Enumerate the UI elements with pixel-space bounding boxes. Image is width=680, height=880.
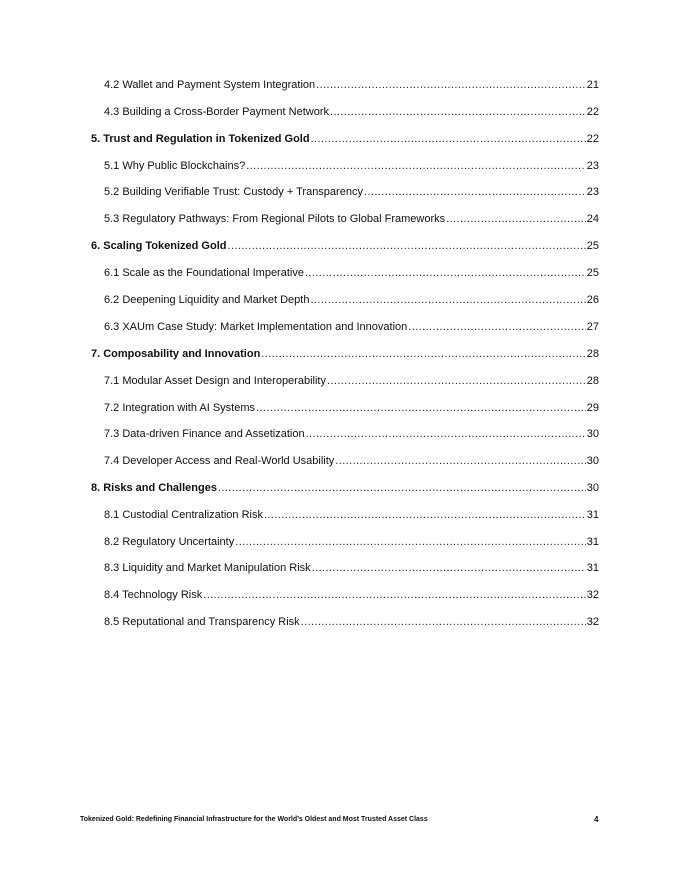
toc-entry-8-4[interactable]: [104, 588, 599, 602]
toc-dot-leader: [203, 588, 586, 602]
toc-entry-7-3[interactable]: [104, 427, 599, 441]
toc-dot-leader: [235, 535, 586, 549]
toc-dot-leader: [446, 212, 586, 226]
toc-page-number: 32: [586, 589, 599, 601]
toc-page-number: 31: [586, 536, 599, 548]
toc-entry-title: 6.2 Deepening Liquidity and Market Depth: [104, 294, 310, 306]
toc-entry-5-1[interactable]: [104, 159, 599, 173]
toc-page-number: 30: [586, 428, 599, 440]
toc-dot-leader: [261, 347, 585, 361]
toc-dot-leader: [364, 185, 586, 199]
toc-page-number: 30: [586, 482, 599, 494]
toc-dot-leader: [327, 374, 586, 388]
toc-entry-title: 6.1 Scale as the Foundational Imperative: [104, 267, 304, 279]
toc-dot-leader: [228, 239, 586, 253]
toc-entry-title: 8.4 Technology Risk: [104, 589, 203, 601]
toc-entry-title: 5.2 Building Verifiable Trust: Custody + Transparency: [104, 186, 363, 198]
toc-entry-4-3[interactable]: [104, 105, 599, 119]
footer-document-title: Tokenized Gold: Redefining Financial Infrastructure for the World’s Oldest and Most Trusted Asset Class: [80, 816, 428, 823]
toc-entry-7-4[interactable]: [104, 454, 599, 468]
toc-entry-title: 7.3 Data-driven Finance and Assetization: [104, 428, 305, 440]
toc-dot-leader: [335, 454, 585, 468]
toc-dot-leader: [311, 132, 586, 146]
toc-entry-title: 6.3 XAUm Case Study: Market Implementation and Innovation: [104, 321, 408, 333]
toc-page-number: 31: [586, 509, 599, 521]
toc-entry-title: 7.2 Integration with AI Systems: [104, 402, 256, 414]
toc-entry-title: 5.1 Why Public Blockchains?: [104, 160, 246, 172]
toc-entry-title: 7.4 Developer Access and Real-World Usability: [104, 455, 335, 467]
toc-page-number: 31: [586, 562, 599, 574]
toc-section-title: 5. Trust and Regulation in Tokenized Gold: [91, 133, 310, 145]
toc-dot-leader: [330, 105, 586, 119]
toc-dot-leader: [256, 401, 586, 415]
toc-entry-6-3[interactable]: [104, 320, 599, 334]
toc-section-6[interactable]: [91, 239, 599, 253]
toc-entry-7-2[interactable]: [104, 401, 599, 415]
toc-entry-8-1[interactable]: [104, 508, 599, 522]
toc-entry-title: 7.1 Modular Asset Design and Interoperability: [104, 375, 326, 387]
toc-entry-8-5[interactable]: [104, 615, 599, 629]
toc-page-number: 23: [586, 186, 599, 198]
toc-entry-title: 8.1 Custodial Centralization Risk: [104, 509, 263, 521]
toc-dot-leader: [301, 615, 586, 629]
toc-page-number: 26: [586, 294, 599, 306]
toc-entry-title: 5.3 Regulatory Pathways: From Regional Pilots to Global Frameworks: [104, 213, 446, 225]
toc-dot-leader: [312, 561, 586, 575]
toc-dot-leader: [218, 481, 586, 495]
toc-page-number: 27: [586, 321, 599, 333]
toc-entry-5-2[interactable]: [104, 185, 599, 199]
toc-page-number: 28: [586, 375, 599, 387]
toc-dot-leader: [264, 508, 586, 522]
toc-entry-6-1[interactable]: [104, 266, 599, 280]
toc-entry-5-3[interactable]: [104, 212, 599, 226]
toc-entry-title: 4.2 Wallet and Payment System Integration: [104, 79, 316, 91]
toc-dot-leader: [306, 427, 586, 441]
toc-entry-title: 8.5 Reputational and Transparency Risk: [104, 616, 300, 628]
toc-entry-title: 8.3 Liquidity and Market Manipulation Risk: [104, 562, 311, 574]
toc-entry-8-3[interactable]: [104, 561, 599, 575]
toc-dot-leader: [246, 159, 586, 173]
toc-page-number: 30: [586, 455, 599, 467]
toc-dot-leader: [316, 78, 586, 92]
toc-entry-7-1[interactable]: [104, 374, 599, 388]
toc-page-number: 28: [586, 348, 599, 360]
toc-section-8[interactable]: [91, 481, 599, 495]
toc-entry-8-2[interactable]: [104, 535, 599, 549]
toc-page-number: 25: [586, 240, 599, 252]
toc-section-title: 8. Risks and Challenges: [91, 482, 217, 494]
toc-dot-leader: [408, 320, 585, 334]
toc-page-number: 25: [586, 267, 599, 279]
toc-page-number: 29: [586, 402, 599, 414]
toc-section-5[interactable]: [91, 132, 599, 146]
toc-dot-leader: [310, 293, 585, 307]
toc-page-number: 32: [586, 616, 599, 628]
toc-section-title: 7. Composability and Innovation: [91, 348, 261, 360]
toc-entry-title: 8.2 Regulatory Uncertainty: [104, 536, 235, 548]
toc-page-number: 24: [586, 213, 599, 225]
toc-dot-leader: [305, 266, 586, 280]
toc-section-7[interactable]: [91, 347, 599, 361]
toc-entry-4-2[interactable]: [104, 78, 599, 92]
toc-entry-6-2[interactable]: [104, 293, 599, 307]
toc-section-title: 6. Scaling Tokenized Gold: [91, 240, 227, 252]
toc-page-number: 22: [586, 106, 599, 118]
footer-page-number: 4: [594, 815, 599, 824]
toc-page-number: 23: [586, 160, 599, 172]
toc-entry-title: 4.3 Building a Cross-Border Payment Network: [104, 106, 329, 118]
toc-page-number: 22: [586, 133, 599, 145]
toc-page-number: 21: [586, 79, 599, 91]
